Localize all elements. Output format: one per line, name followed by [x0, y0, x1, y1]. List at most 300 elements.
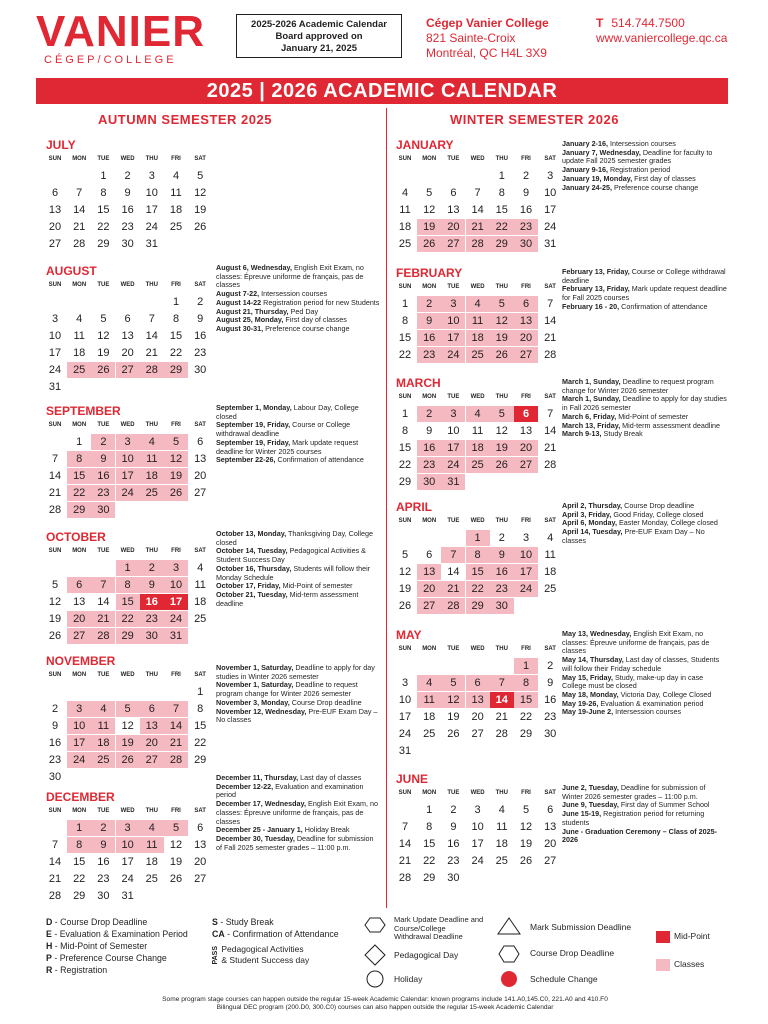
day-cell-jul[interactable]: 21: [73, 221, 86, 233]
day-cell-nov[interactable]: 19: [116, 735, 140, 751]
day-cell-jun[interactable]: 25: [495, 855, 508, 867]
day-cell-mar[interactable]: 17: [441, 440, 465, 456]
day-cell-may[interactable]: 8: [514, 675, 538, 691]
day-cell-jul[interactable]: 19: [194, 204, 207, 216]
day-cell-jul[interactable]: 13: [48, 204, 62, 216]
day-cell-apr[interactable]: 28: [441, 598, 465, 614]
day-cell-jun[interactable]: 7: [401, 821, 409, 833]
day-cell-jan[interactable]: 15: [495, 204, 508, 216]
day-cell-jul[interactable]: 22: [97, 221, 110, 233]
day-cell-feb[interactable]: 13: [514, 313, 538, 329]
day-cell-apr[interactable]: 22: [466, 581, 490, 597]
day-cell-mar[interactable]: 20: [514, 440, 538, 456]
day-cell-oct[interactable]: 30: [140, 628, 164, 644]
day-cell-aug[interactable]: 1: [172, 296, 180, 308]
day-cell-nov[interactable]: 20: [140, 735, 164, 751]
day-cell-nov[interactable]: 10: [67, 718, 91, 734]
day-cell-may[interactable]: 11: [417, 692, 441, 708]
day-cell-sep[interactable]: 30: [91, 502, 115, 518]
day-cell-aug[interactable]: 8: [172, 313, 180, 325]
day-cell-jul[interactable]: 18: [169, 204, 183, 216]
day-cell-dec[interactable]: 28: [48, 890, 62, 902]
day-cell-dec[interactable]: 30: [97, 890, 110, 902]
day-cell-dec[interactable]: 10: [116, 837, 140, 853]
day-cell-mar[interactable]: 11: [471, 425, 484, 437]
day-cell-sep[interactable]: 25: [140, 485, 164, 501]
day-cell-jul[interactable]: 16: [121, 204, 134, 216]
day-cell-aug[interactable]: 10: [48, 330, 62, 342]
day-cell-sep[interactable]: 1: [76, 436, 83, 448]
day-cell-sep[interactable]: 14: [48, 470, 62, 482]
day-cell-sep[interactable]: 26: [164, 485, 188, 501]
day-cell-aug[interactable]: 20: [121, 347, 134, 359]
day-cell-feb[interactable]: 2: [417, 296, 441, 312]
day-cell-oct[interactable]: 7: [91, 577, 115, 593]
day-cell-aug[interactable]: 28: [140, 362, 164, 378]
day-cell-sep[interactable]: 10: [116, 451, 140, 467]
day-cell-may[interactable]: 16: [544, 694, 557, 706]
day-cell-mar[interactable]: 5: [490, 406, 514, 422]
day-cell-apr[interactable]: 7: [441, 547, 465, 563]
day-cell-may[interactable]: 17: [398, 711, 412, 723]
day-cell-mar[interactable]: 22: [398, 459, 412, 471]
day-cell-sep[interactable]: 5: [164, 434, 188, 450]
day-cell-nov[interactable]: 29: [194, 754, 207, 766]
day-cell-aug[interactable]: 27: [116, 362, 140, 378]
day-cell-jan[interactable]: 21: [466, 219, 490, 235]
day-cell-jan[interactable]: 9: [522, 187, 530, 199]
day-cell-dec[interactable]: 18: [145, 856, 158, 868]
day-cell-nov[interactable]: 21: [164, 735, 188, 751]
day-cell-jun[interactable]: 17: [471, 838, 484, 850]
day-cell-sep[interactable]: 20: [194, 470, 207, 482]
day-cell-dec[interactable]: 7: [51, 839, 59, 851]
day-cell-jun[interactable]: 5: [522, 804, 530, 816]
day-cell-oct[interactable]: 24: [164, 611, 188, 627]
day-cell-oct[interactable]: 6: [67, 577, 91, 593]
day-cell-dec[interactable]: 24: [121, 873, 134, 885]
day-cell-jan[interactable]: 26: [417, 236, 441, 252]
day-cell-jun[interactable]: 30: [447, 872, 460, 884]
day-cell-apr[interactable]: 29: [466, 598, 490, 614]
day-cell-sep[interactable]: 27: [194, 487, 207, 499]
phone-number[interactable]: 514.744.7500: [611, 16, 685, 30]
day-cell-mar[interactable]: 25: [466, 457, 490, 473]
day-cell-oct[interactable]: 1: [116, 560, 140, 576]
day-cell-jan[interactable]: 24: [544, 221, 557, 233]
day-cell-jun[interactable]: 19: [519, 838, 533, 850]
day-cell-jan[interactable]: 6: [450, 187, 457, 199]
day-cell-may[interactable]: 26: [447, 728, 460, 740]
day-cell-sep[interactable]: 6: [197, 436, 204, 448]
day-cell-feb[interactable]: 3: [441, 296, 465, 312]
day-cell-sep[interactable]: 28: [48, 504, 62, 516]
day-cell-jan[interactable]: 4: [401, 187, 409, 199]
day-cell-sep[interactable]: 7: [51, 453, 59, 465]
day-cell-jan[interactable]: 23: [514, 219, 538, 235]
day-cell-jun[interactable]: 9: [450, 821, 457, 833]
day-cell-jan[interactable]: 31: [544, 238, 557, 250]
day-cell-nov[interactable]: 4: [91, 701, 115, 717]
day-cell-nov[interactable]: 7: [164, 701, 188, 717]
day-cell-feb[interactable]: 14: [544, 315, 557, 327]
day-cell-oct[interactable]: 9: [140, 577, 164, 593]
day-cell-jun[interactable]: 24: [471, 855, 484, 867]
day-cell-jan[interactable]: 25: [398, 238, 412, 250]
day-cell-jan[interactable]: 8: [498, 187, 505, 199]
website-link[interactable]: www.vaniercollege.qc.ca: [596, 31, 728, 45]
day-cell-nov[interactable]: 26: [116, 752, 140, 768]
day-cell-jul[interactable]: 24: [145, 221, 158, 233]
day-cell-oct[interactable]: 3: [164, 560, 188, 576]
day-cell-jan[interactable]: 1: [498, 170, 505, 182]
day-cell-may[interactable]: 23: [544, 711, 557, 723]
day-cell-nov[interactable]: 5: [116, 701, 140, 717]
day-cell-sep[interactable]: 15: [67, 468, 91, 484]
day-cell-oct[interactable]: 29: [116, 628, 140, 644]
day-cell-oct[interactable]: 28: [91, 628, 115, 644]
day-cell-aug[interactable]: 26: [91, 362, 115, 378]
day-cell-mar[interactable]: 14: [544, 425, 557, 437]
day-cell-jan[interactable]: 28: [466, 236, 490, 252]
day-cell-jul[interactable]: 8: [100, 187, 107, 199]
day-cell-may[interactable]: 29: [519, 728, 533, 740]
day-cell-dec[interactable]: 8: [67, 837, 91, 853]
day-cell-aug[interactable]: 11: [73, 330, 85, 342]
day-cell-aug[interactable]: 17: [48, 347, 62, 359]
day-cell-sep[interactable]: 13: [194, 453, 207, 465]
day-cell-oct[interactable]: 21: [91, 611, 115, 627]
day-cell-nov[interactable]: 3: [67, 701, 91, 717]
day-cell-jun[interactable]: 28: [398, 872, 412, 884]
day-cell-jul[interactable]: 15: [97, 204, 110, 216]
day-cell-jul[interactable]: 17: [145, 204, 158, 216]
day-cell-nov[interactable]: 16: [48, 737, 62, 749]
day-cell-dec[interactable]: 4: [140, 820, 164, 836]
day-cell-apr[interactable]: 10: [514, 547, 538, 563]
day-cell-may[interactable]: 31: [398, 745, 412, 757]
day-cell-oct[interactable]: 20: [67, 611, 91, 627]
day-cell-jun[interactable]: 3: [474, 804, 481, 816]
day-cell-sep[interactable]: 22: [67, 485, 91, 501]
day-cell-jul[interactable]: 23: [121, 221, 134, 233]
day-cell-oct[interactable]: 31: [164, 628, 188, 644]
day-cell-feb[interactable]: 24: [441, 347, 465, 363]
day-cell-apr[interactable]: 30: [490, 598, 514, 614]
day-cell-apr[interactable]: 6: [426, 549, 433, 561]
day-cell-aug[interactable]: 6: [124, 313, 131, 325]
day-cell-mar[interactable]: 21: [544, 442, 557, 454]
day-cell-nov[interactable]: 17: [67, 735, 91, 751]
day-cell-aug[interactable]: 14: [145, 330, 158, 342]
day-cell-jun[interactable]: 21: [398, 855, 412, 867]
day-cell-may[interactable]: 10: [398, 694, 412, 706]
day-cell-mar[interactable]: 1: [401, 408, 409, 420]
day-cell-jun[interactable]: 6: [547, 804, 554, 816]
day-cell-oct[interactable]: 19: [48, 613, 62, 625]
day-cell-sep[interactable]: 24: [116, 485, 140, 501]
day-cell-jun[interactable]: 18: [495, 838, 508, 850]
day-cell-nov[interactable]: 27: [140, 752, 164, 768]
day-cell-aug[interactable]: 25: [67, 362, 91, 378]
day-cell-mar[interactable]: 24: [441, 457, 465, 473]
day-cell-dec[interactable]: 15: [73, 856, 86, 868]
day-cell-sep[interactable]: 12: [164, 451, 188, 467]
day-cell-apr[interactable]: 4: [547, 532, 554, 544]
day-cell-aug[interactable]: 12: [97, 330, 110, 342]
day-cell-mar[interactable]: 31: [441, 474, 465, 490]
day-cell-oct[interactable]: 2: [140, 560, 164, 576]
day-cell-jun[interactable]: 4: [498, 804, 505, 816]
day-cell-apr[interactable]: 1: [466, 530, 490, 546]
day-cell-may[interactable]: 1: [514, 658, 538, 674]
day-cell-apr[interactable]: 2: [498, 532, 505, 544]
day-cell-mar[interactable]: 2: [417, 406, 441, 422]
day-cell-oct[interactable]: 18: [194, 596, 207, 608]
day-cell-oct[interactable]: 11: [194, 579, 206, 591]
day-cell-jan[interactable]: 3: [547, 170, 554, 182]
day-cell-oct[interactable]: 27: [67, 628, 91, 644]
day-cell-nov[interactable]: 22: [194, 737, 207, 749]
day-cell-feb[interactable]: 1: [401, 298, 409, 310]
day-cell-oct[interactable]: 14: [97, 596, 110, 608]
day-cell-apr[interactable]: 15: [466, 564, 490, 580]
day-cell-nov[interactable]: 18: [91, 735, 115, 751]
day-cell-jul[interactable]: 3: [148, 170, 155, 182]
day-cell-dec[interactable]: 3: [116, 820, 140, 836]
day-cell-feb[interactable]: 19: [490, 330, 514, 346]
day-cell-may[interactable]: 28: [495, 728, 508, 740]
day-cell-sep[interactable]: 29: [67, 502, 91, 518]
day-cell-sep[interactable]: 8: [67, 451, 91, 467]
day-cell-dec[interactable]: 23: [97, 873, 110, 885]
day-cell-apr[interactable]: 9: [490, 547, 514, 563]
day-cell-aug[interactable]: 13: [121, 330, 134, 342]
day-cell-jan[interactable]: 29: [490, 236, 514, 252]
day-cell-jun[interactable]: 27: [544, 855, 557, 867]
day-cell-oct[interactable]: 17: [164, 594, 188, 610]
day-cell-dec[interactable]: 14: [48, 856, 62, 868]
day-cell-jul[interactable]: 29: [97, 238, 110, 250]
day-cell-aug[interactable]: 3: [51, 313, 59, 325]
day-cell-apr[interactable]: 20: [417, 581, 441, 597]
day-cell-sep[interactable]: 16: [91, 468, 115, 484]
day-cell-jul[interactable]: 31: [145, 238, 158, 250]
day-cell-aug[interactable]: 2: [197, 296, 204, 308]
day-cell-jul[interactable]: 5: [197, 170, 204, 182]
day-cell-apr[interactable]: 11: [544, 549, 556, 561]
day-cell-apr[interactable]: 27: [417, 598, 441, 614]
day-cell-sep[interactable]: 17: [116, 468, 140, 484]
day-cell-nov[interactable]: 12: [121, 720, 134, 732]
day-cell-jan[interactable]: 11: [399, 204, 411, 216]
day-cell-jun[interactable]: 22: [423, 855, 436, 867]
day-cell-may[interactable]: 24: [398, 728, 412, 740]
day-cell-jan[interactable]: 13: [447, 204, 460, 216]
day-cell-jan[interactable]: 5: [426, 187, 433, 199]
day-cell-feb[interactable]: 9: [417, 313, 441, 329]
day-cell-dec[interactable]: 20: [194, 856, 207, 868]
day-cell-mar[interactable]: 10: [447, 425, 460, 437]
day-cell-dec[interactable]: 6: [197, 822, 204, 834]
day-cell-feb[interactable]: 25: [466, 347, 490, 363]
day-cell-mar[interactable]: 3: [441, 406, 465, 422]
day-cell-jan[interactable]: 22: [490, 219, 514, 235]
day-cell-feb[interactable]: 28: [544, 349, 557, 361]
day-cell-jun[interactable]: 13: [544, 821, 557, 833]
day-cell-nov[interactable]: 28: [164, 752, 188, 768]
day-cell-mar[interactable]: 4: [466, 406, 490, 422]
day-cell-dec[interactable]: 25: [145, 873, 158, 885]
day-cell-oct[interactable]: 8: [116, 577, 140, 593]
day-cell-oct[interactable]: 10: [164, 577, 188, 593]
day-cell-feb[interactable]: 15: [398, 332, 412, 344]
day-cell-oct[interactable]: 23: [140, 611, 164, 627]
day-cell-jun[interactable]: 10: [471, 821, 484, 833]
day-cell-aug[interactable]: 18: [73, 347, 86, 359]
day-cell-sep[interactable]: 3: [116, 434, 140, 450]
day-cell-aug[interactable]: 21: [145, 347, 158, 359]
day-cell-aug[interactable]: 19: [97, 347, 110, 359]
day-cell-apr[interactable]: 5: [401, 549, 409, 561]
day-cell-jun[interactable]: 8: [426, 821, 433, 833]
day-cell-jul[interactable]: 11: [170, 187, 182, 199]
day-cell-dec[interactable]: 19: [169, 856, 183, 868]
day-cell-dec[interactable]: 22: [73, 873, 86, 885]
day-cell-jul[interactable]: 12: [194, 187, 207, 199]
day-cell-oct[interactable]: 26: [48, 630, 62, 642]
day-cell-may[interactable]: 7: [490, 675, 514, 691]
day-cell-dec[interactable]: 16: [97, 856, 110, 868]
day-cell-may[interactable]: 30: [544, 728, 557, 740]
day-cell-dec[interactable]: 11: [140, 837, 164, 853]
day-cell-apr[interactable]: 19: [398, 583, 412, 595]
day-cell-dec[interactable]: 17: [121, 856, 134, 868]
day-cell-oct[interactable]: 12: [48, 596, 62, 608]
day-cell-mar[interactable]: 9: [426, 425, 433, 437]
day-cell-jul[interactable]: 10: [145, 187, 158, 199]
day-cell-jul[interactable]: 28: [73, 238, 86, 250]
day-cell-feb[interactable]: 11: [466, 313, 490, 329]
day-cell-oct[interactable]: 4: [197, 562, 204, 574]
day-cell-jun[interactable]: 15: [423, 838, 436, 850]
day-cell-apr[interactable]: 13: [417, 564, 441, 580]
day-cell-jul[interactable]: 6: [51, 187, 59, 199]
day-cell-aug[interactable]: 4: [76, 313, 83, 325]
day-cell-nov[interactable]: 25: [91, 752, 115, 768]
day-cell-sep[interactable]: 4: [140, 434, 164, 450]
day-cell-apr[interactable]: 26: [398, 600, 412, 612]
day-cell-apr[interactable]: 18: [544, 566, 557, 578]
day-cell-jan[interactable]: 2: [522, 170, 530, 182]
day-cell-aug[interactable]: 30: [194, 364, 207, 376]
day-cell-dec[interactable]: 2: [91, 820, 115, 836]
day-cell-nov[interactable]: 2: [51, 703, 59, 715]
day-cell-jan[interactable]: 20: [441, 219, 465, 235]
day-cell-mar[interactable]: 28: [544, 459, 557, 471]
day-cell-jan[interactable]: 7: [474, 187, 481, 199]
day-cell-feb[interactable]: 27: [514, 347, 538, 363]
day-cell-apr[interactable]: 23: [490, 581, 514, 597]
day-cell-feb[interactable]: 8: [401, 315, 409, 327]
day-cell-aug[interactable]: 22: [169, 347, 183, 359]
day-cell-jun[interactable]: 20: [544, 838, 557, 850]
day-cell-dec[interactable]: 9: [91, 837, 115, 853]
day-cell-may[interactable]: 5: [441, 675, 465, 691]
day-cell-feb[interactable]: 5: [490, 296, 514, 312]
day-cell-feb[interactable]: 26: [490, 347, 514, 363]
day-cell-sep[interactable]: 21: [48, 487, 62, 499]
day-cell-jul[interactable]: 30: [121, 238, 134, 250]
day-cell-apr[interactable]: 17: [514, 564, 538, 580]
day-cell-feb[interactable]: 23: [417, 347, 441, 363]
day-cell-apr[interactable]: 16: [490, 564, 514, 580]
day-cell-may[interactable]: 22: [519, 711, 533, 723]
day-cell-may[interactable]: 20: [471, 711, 484, 723]
day-cell-feb[interactable]: 10: [441, 313, 465, 329]
day-cell-aug[interactable]: 24: [48, 364, 62, 376]
day-cell-aug[interactable]: 9: [197, 313, 204, 325]
day-cell-mar[interactable]: 19: [490, 440, 514, 456]
day-cell-sep[interactable]: 19: [164, 468, 188, 484]
day-cell-mar[interactable]: 16: [417, 440, 441, 456]
day-cell-feb[interactable]: 12: [490, 313, 514, 329]
day-cell-dec[interactable]: 1: [67, 820, 91, 836]
day-cell-may[interactable]: 15: [514, 692, 538, 708]
day-cell-jul[interactable]: 2: [124, 170, 131, 182]
day-cell-may[interactable]: 18: [423, 711, 436, 723]
day-cell-may[interactable]: 13: [466, 692, 490, 708]
day-cell-feb[interactable]: 6: [514, 296, 538, 312]
day-cell-mar[interactable]: 12: [495, 425, 508, 437]
day-cell-mar[interactable]: 18: [466, 440, 490, 456]
day-cell-nov[interactable]: 24: [67, 752, 91, 768]
day-cell-apr[interactable]: 3: [522, 532, 530, 544]
day-cell-jun[interactable]: 14: [398, 838, 412, 850]
day-cell-jan[interactable]: 17: [544, 204, 557, 216]
day-cell-jun[interactable]: 12: [519, 821, 533, 833]
day-cell-feb[interactable]: 20: [514, 330, 538, 346]
day-cell-oct[interactable]: 16: [140, 594, 164, 610]
day-cell-feb[interactable]: 18: [466, 330, 490, 346]
day-cell-dec[interactable]: 13: [194, 839, 207, 851]
day-cell-apr[interactable]: 24: [514, 581, 538, 597]
day-cell-apr[interactable]: 25: [544, 583, 557, 595]
day-cell-apr[interactable]: 12: [398, 566, 412, 578]
day-cell-jun[interactable]: 11: [496, 821, 508, 833]
day-cell-may[interactable]: 14: [490, 692, 514, 708]
day-cell-apr[interactable]: 21: [441, 581, 465, 597]
day-cell-apr[interactable]: 14: [447, 566, 460, 578]
day-cell-sep[interactable]: 11: [140, 451, 164, 467]
day-cell-may[interactable]: 21: [495, 711, 508, 723]
day-cell-jun[interactable]: 26: [519, 855, 533, 867]
day-cell-oct[interactable]: 13: [73, 596, 86, 608]
day-cell-dec[interactable]: 31: [121, 890, 134, 902]
day-cell-mar[interactable]: 27: [514, 457, 538, 473]
day-cell-aug[interactable]: 23: [194, 347, 207, 359]
day-cell-jul[interactable]: 4: [172, 170, 180, 182]
day-cell-sep[interactable]: 2: [91, 434, 115, 450]
day-cell-dec[interactable]: 5: [164, 820, 188, 836]
day-cell-feb[interactable]: 4: [466, 296, 490, 312]
day-cell-mar[interactable]: 7: [547, 408, 554, 420]
day-cell-feb[interactable]: 7: [547, 298, 554, 310]
day-cell-aug[interactable]: 31: [48, 381, 62, 393]
day-cell-nov[interactable]: 1: [197, 686, 204, 698]
day-cell-aug[interactable]: 7: [148, 313, 155, 325]
day-cell-dec[interactable]: 29: [73, 890, 86, 902]
